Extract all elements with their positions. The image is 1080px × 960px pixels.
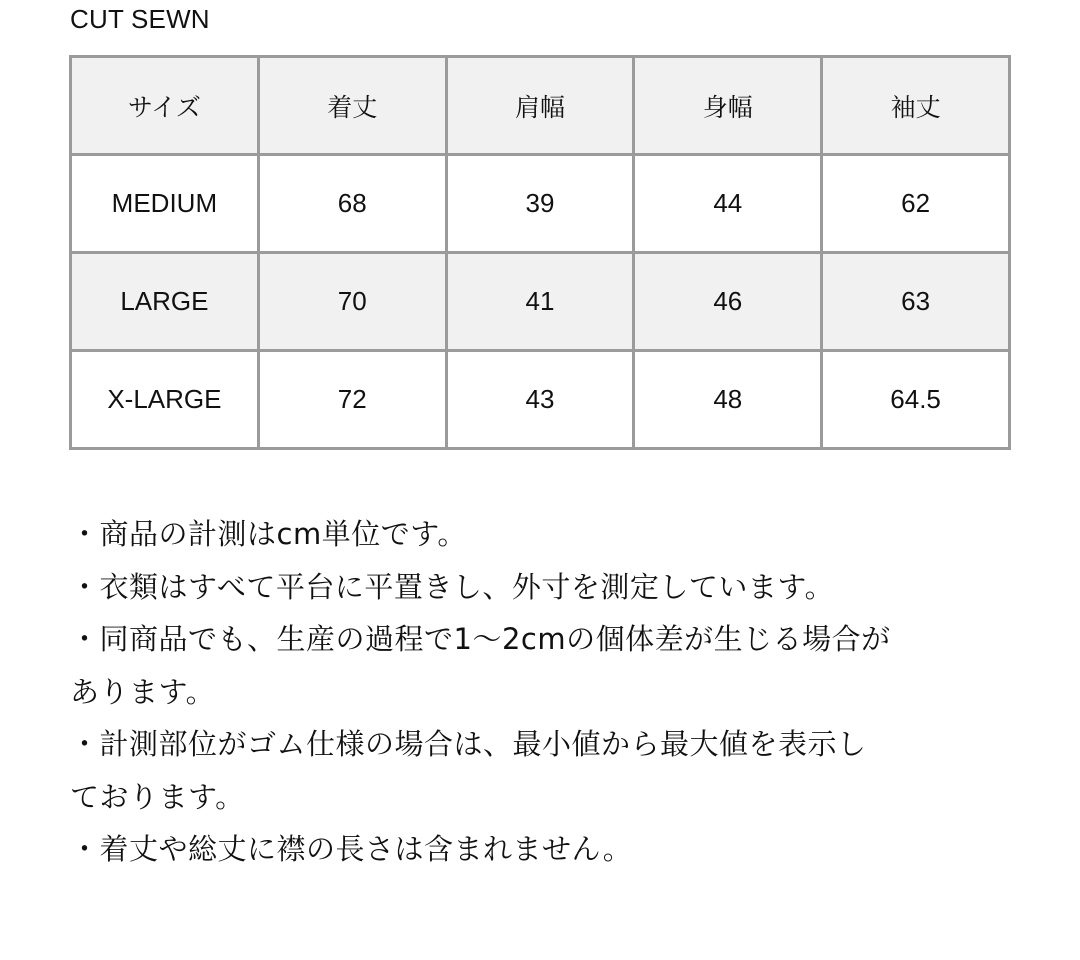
note-line: あります。 bbox=[70, 674, 216, 709]
table-cell: 68 bbox=[258, 155, 446, 253]
table-cell: 39 bbox=[446, 155, 634, 253]
note-line: ・計測部位がゴム仕様の場合は、最小値から最大値を表示し bbox=[70, 727, 867, 761]
table-cell: 44 bbox=[634, 155, 822, 253]
header-length: 着丈 bbox=[258, 57, 446, 155]
table-header-row bbox=[71, 57, 1010, 155]
note-line: ております。 bbox=[70, 779, 245, 814]
size-chart-table bbox=[69, 55, 1011, 450]
table-cell: 70 bbox=[258, 253, 446, 351]
size-cell: X-LARGE bbox=[71, 351, 259, 449]
note-line: ・着丈や総丈に襟の長さは含まれません。 bbox=[70, 832, 633, 866]
table-cell: 64.5 bbox=[822, 351, 1010, 449]
header-shoulder-width: 肩幅 bbox=[446, 57, 634, 155]
header-size: サイズ bbox=[71, 57, 259, 155]
header-chest-width: 身幅 bbox=[634, 57, 822, 155]
table-cell: 41 bbox=[446, 253, 634, 351]
size-cell: LARGE bbox=[71, 253, 259, 351]
note-line: ・衣類はすべて平台に平置きし、外寸を測定しています。 bbox=[70, 569, 835, 604]
table-cell: 63 bbox=[822, 253, 1010, 351]
table-cell: 48 bbox=[634, 351, 822, 449]
note-line: ・同商品でも、生産の過程で1〜2cmの個体差が生じる場合が bbox=[70, 622, 891, 656]
table-cell: 72 bbox=[258, 351, 446, 449]
header-sleeve-length: 袖丈 bbox=[822, 57, 1010, 155]
table-cell: 62 bbox=[822, 155, 1010, 253]
note-line: ・商品の計測はcm単位です。 bbox=[70, 517, 467, 551]
table-row bbox=[71, 155, 1010, 253]
size-cell: MEDIUM bbox=[71, 155, 259, 253]
table-row bbox=[71, 351, 1010, 449]
table-row bbox=[71, 253, 1010, 351]
table-cell: 46 bbox=[634, 253, 822, 351]
measurement-notes bbox=[70, 508, 1010, 876]
table-cell: 43 bbox=[446, 351, 634, 449]
page-title: CUT SEWN bbox=[70, 4, 210, 34]
